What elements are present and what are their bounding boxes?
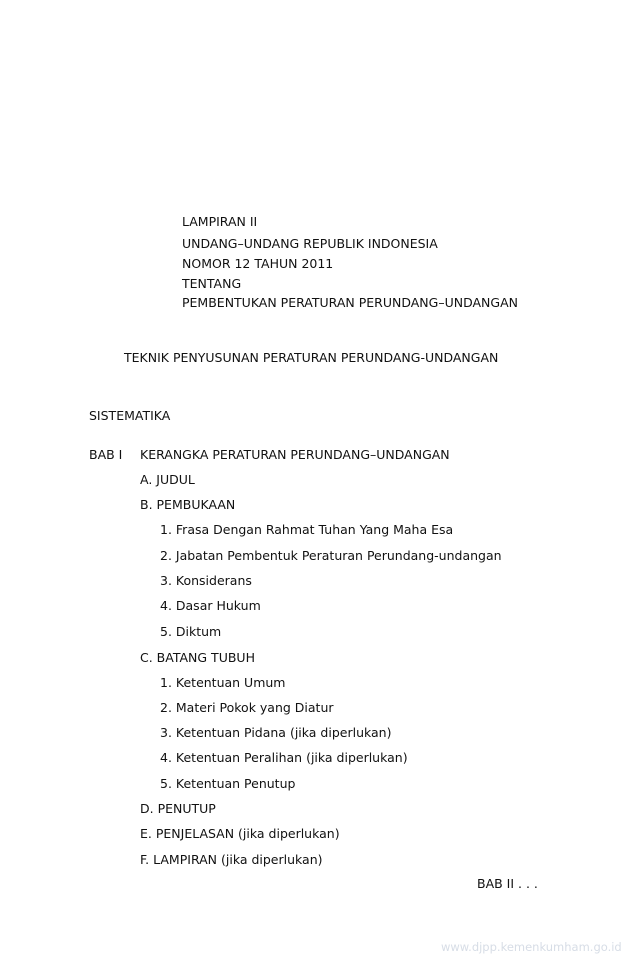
bab-title: KERANGKA PERATURAN PERUNDANG–UNDANGAN [140,447,450,462]
list-item-penutup: D. PENUTUP [140,801,216,816]
continuation-marker: BAB II . . . [477,876,538,891]
list-item-batang-tubuh: C. BATANG TUBUH [140,650,255,665]
list-item-sub: 2. Materi Pokok yang Diatur [160,700,334,715]
list-item-penjelasan: E. PENJELASAN (jika diperlukan) [140,826,340,841]
list-item-sub: 1. Ketentuan Umum [160,675,286,690]
list-item-sub: 1. Frasa Dengan Rahmat Tuhan Yang Maha Esa [160,522,454,537]
document-title: TEKNIK PENYUSUNAN PERATURAN PERUNDANG-UNDANGAN [124,350,499,365]
list-item-sub: 4. Ketentuan Peralihan (jika diperlukan) [160,750,408,765]
list-item-judul: A. JUDUL [140,472,195,487]
header-line-subject: PEMBENTUKAN PERATURAN PERUNDANG–UNDANGAN [182,295,518,310]
list-item-lampiran: F. LAMPIRAN (jika diperlukan) [140,852,323,867]
list-item-sub: 4. Dasar Hukum [160,598,261,613]
list-item-pembukaan: B. PEMBUKAAN [140,497,236,512]
list-item-sub: 3. Konsiderans [160,573,252,588]
watermark-url: www.djpp.kemenkumham.go.id [441,940,622,954]
list-item-sub: 2. Jabatan Pembentuk Peraturan Perundang-undangan [160,548,502,563]
bab-label: BAB I [89,447,123,462]
header-line-undang: UNDANG–UNDANG REPUBLIK INDONESIA [182,236,438,251]
list-item-sub: 3. Ketentuan Pidana (jika diperlukan) [160,725,392,740]
list-item-sub: 5. Ketentuan Penutup [160,776,296,791]
section-heading: SISTEMATIKA [89,408,171,423]
header-line-lampiran: LAMPIRAN II [182,214,258,229]
list-item-sub: 5. Diktum [160,624,222,639]
header-line-tentang: TENTANG [182,276,242,291]
header-line-nomor: NOMOR 12 TAHUN 2011 [182,256,334,271]
